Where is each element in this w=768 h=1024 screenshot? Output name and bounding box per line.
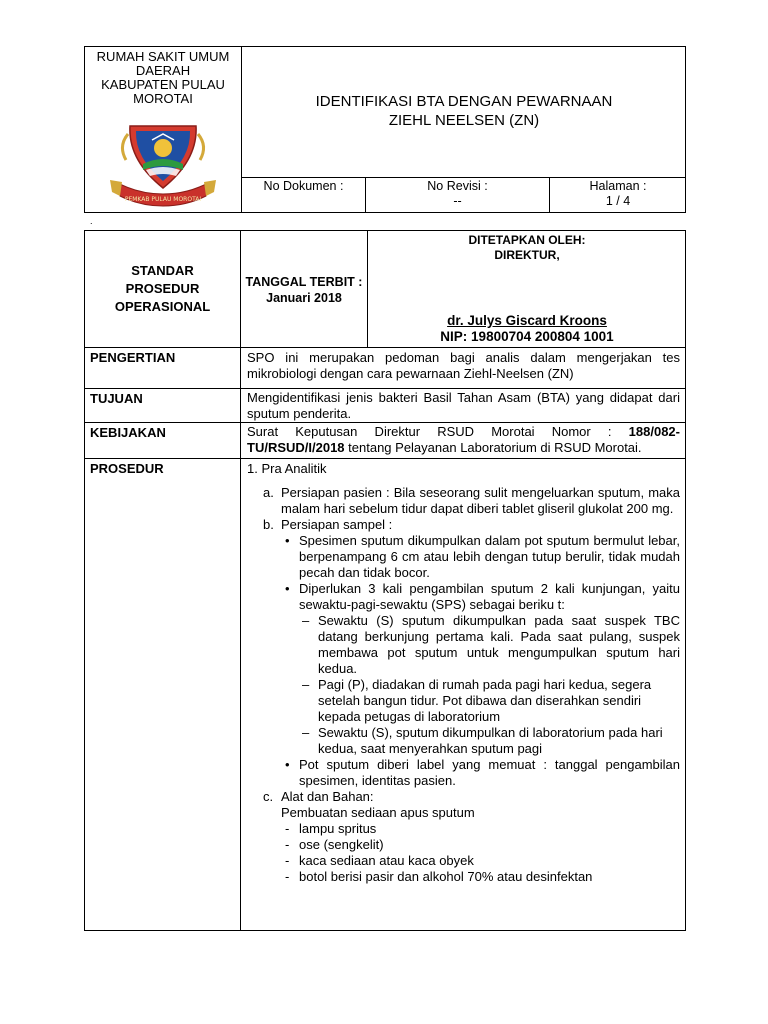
dash-item: – Pagi (P), diadakan di rumah pada pagi hari kedua, segera setelah bangun tidur. Pot dibawa dan diserahkan sendiri kepada petugas di laboratorium — [302, 677, 652, 724]
header-divider-h — [241, 177, 686, 178]
spo-label: STANDAR PROSEDUR OPERASIONAL — [114, 263, 211, 314]
pengertian-label: PENGERTIAN — [90, 350, 176, 365]
step-pra-analitik: 1. Pra Analitik — [247, 461, 327, 476]
bullet-item: • Spesimen sputum dikumpulkan dalam pot sputum bermulut lebar, berpenampang 6 cm atau lebih dengan tutup berulir, tidak mudah pecah dan tidak bocor. — [285, 533, 680, 580]
revision-number: No Revisi : -- — [427, 179, 488, 208]
tujuan-text: Mengidentifikasi jenis bakteri Basil Tahan Asam (BTA) yang didapat dari sputum penderita. — [247, 390, 680, 421]
tool-item: - kaca sediaan atau kaca obyek — [285, 853, 474, 868]
kebijakan-label: KEBIJAKAN — [90, 425, 166, 440]
hospital-logo — [108, 120, 218, 210]
organization-name: RUMAH SAKIT UMUM DAERAH KABUPATEN PULAU MOROTAI — [96, 49, 230, 106]
prosedur-label: PROSEDUR — [90, 461, 164, 476]
tool-item: - ose (sengkelit) — [285, 837, 384, 852]
separator-dot: . — [90, 216, 93, 226]
document-number: No Dokumen : — [263, 179, 344, 193]
approved-by: DITETAPKAN OLEH: DIREKTUR, — [468, 233, 586, 262]
bullet-item: • Pot sputum diberi label yang memuat : tanggal pengambilan spesimen, identitas pasien. — [285, 757, 680, 788]
bullet-item: • Diperlukan 3 kali pengambilan sputum 2 kali kunjungan, yaitu sewaktu-pagi-sewaktu (SPS) sebagai beriku t: — [285, 581, 680, 612]
item-b: b. Persiapan sampel : — [263, 517, 393, 532]
issue-date: TANGGAL TERBIT : Januari 2018 — [245, 275, 363, 305]
director-name: dr. Julys Giscard Kroons NIP: 19800704 200804 1001 — [440, 313, 614, 344]
dash-item: – Sewaktu (S) sputum dikumpulkan pada saat suspek TBC datang berkunjung pertama kali. Pada saat pulang, suspek membawa pot sputum untuk mengumpulkan sputum hari kedua. — [302, 613, 680, 676]
pengertian-text: SPO ini merupakan pedoman bagi analis dalam mengerjakan tes mikrobiologi dengan cara pewarnaan Ziehl-Neelsen (ZN) — [247, 350, 680, 381]
svg-text:PEMKAB PULAU MOROTAI: PEMKAB PULAU MOROTAI — [124, 196, 202, 203]
prosedur-content — [241, 460, 686, 886]
tool-item: - lampu spritus — [285, 821, 377, 836]
tujuan-label: TUJUAN — [90, 391, 143, 406]
item-c: c. Alat dan Bahan: — [263, 789, 374, 804]
page-number: Halaman : 1 / 4 — [589, 179, 647, 208]
tool-item: - botol berisi pasir dan alkohol 70% atau desinfektan — [285, 869, 593, 884]
document-title: IDENTIFIKASI BTA DENGAN PEWARNAAN ZIEHL NEELSEN (ZN) — [315, 93, 613, 129]
item-a: a. Persiapan pasien : Bila seseorang sulit mengeluarkan sputum, maka malam hari sebelum tidur dapat diberi tablet gliseril glukolat 200 mg. — [263, 485, 680, 516]
kebijakan-text: Surat Keputusan Direktur RSUD Morotai Nomor : 188/082-TU/RSUD/I/2018 tentang Pelayanan Laboratorium di RSUD Morotai. — [247, 424, 680, 455]
dash-item: – Sewaktu (S), sputum dikumpulkan di laboratorium pada hari kedua, saat menyerahkan sputum pagi — [302, 725, 663, 756]
item-c-sub: Pembuatan sediaan apus sputum — [281, 805, 475, 820]
